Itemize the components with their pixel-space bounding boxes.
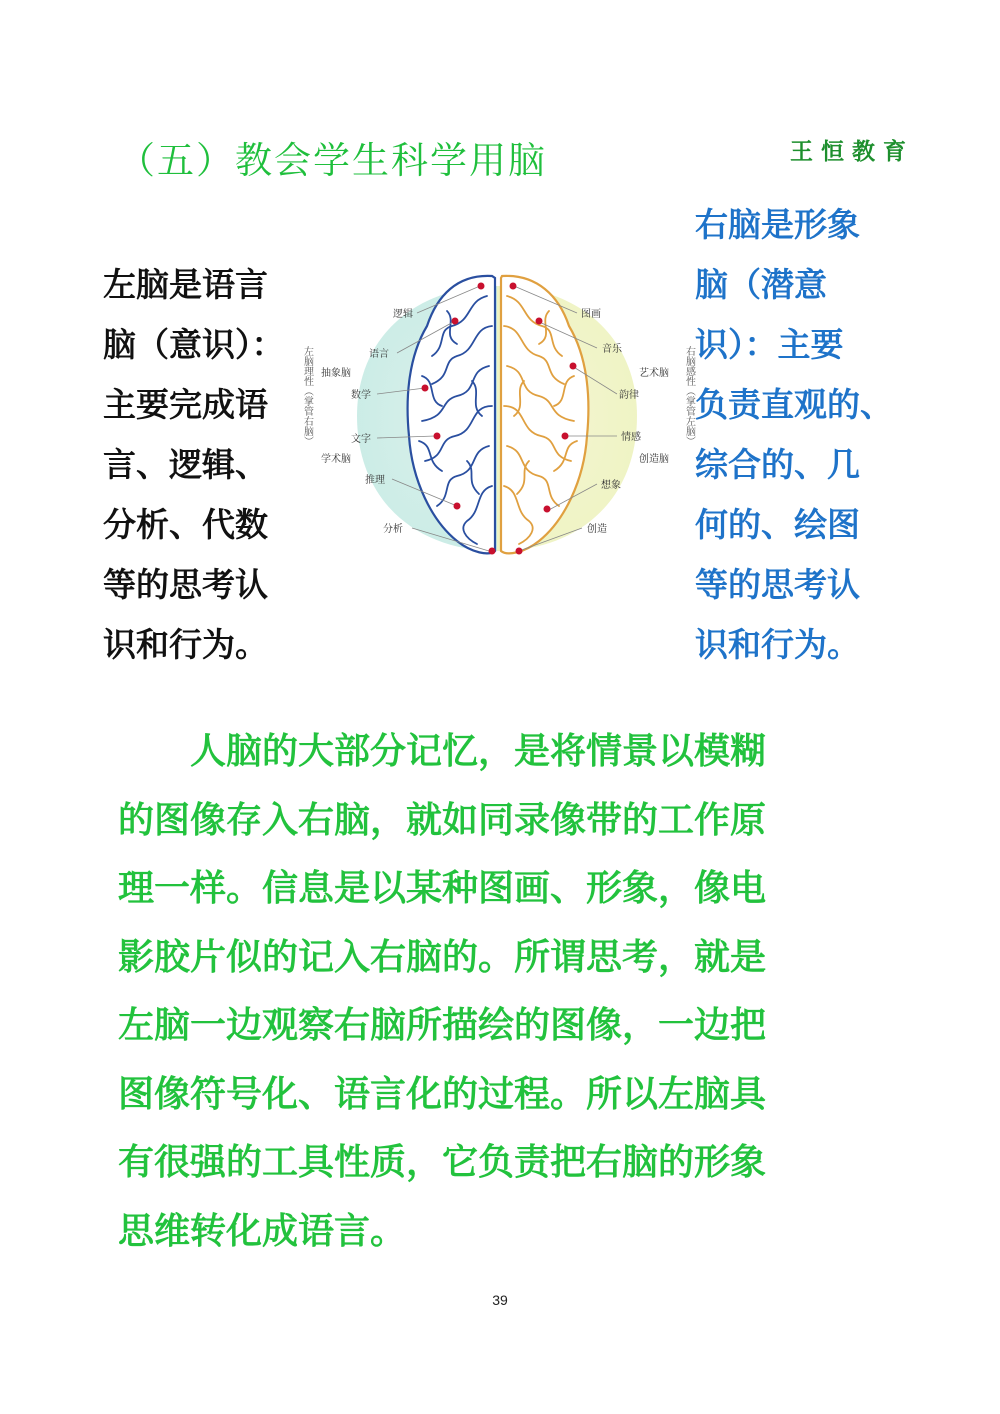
text-line: 言、逻辑、 bbox=[103, 445, 268, 484]
text-line: 识和行为。 bbox=[103, 625, 268, 664]
label-text: 文字 bbox=[351, 434, 371, 445]
label-abstract-brain: 抽象脑 bbox=[321, 368, 351, 379]
text-line: 识和行为。 bbox=[695, 625, 860, 664]
label-music: 音乐 bbox=[602, 344, 622, 355]
text-line: 主要完成语 bbox=[103, 385, 268, 424]
label-academic-brain: 学术脑 bbox=[321, 454, 351, 465]
label-creative-brain: 创造脑 bbox=[639, 454, 669, 465]
text-line: 等的思考认 bbox=[103, 565, 268, 604]
page-number: 39 bbox=[492, 1292, 508, 1308]
brain-diagram bbox=[297, 266, 697, 566]
label-rhythm: 韵律 bbox=[619, 390, 639, 401]
label-art-brain: 艺术脑 bbox=[639, 368, 669, 379]
paragraph-line: 图像符号化、语言化的过程。所以左脑具 bbox=[118, 1073, 767, 1115]
label-analysis: 分析 bbox=[383, 524, 403, 535]
paragraph-line: 影胶片似的记入右脑的。所谓思考，就是 bbox=[118, 936, 767, 978]
label-language: 语言 bbox=[369, 349, 389, 360]
text-line: 综合的、几 bbox=[695, 445, 860, 484]
label-logic: 逻辑 bbox=[393, 309, 413, 320]
text-line: 右脑是形象 bbox=[695, 205, 860, 244]
brand-logo-text: 王恒教育 bbox=[790, 138, 914, 165]
left-brain-description bbox=[103, 255, 303, 675]
text-line: 识）：主要 bbox=[695, 325, 844, 364]
text-line: 脑（潜意 bbox=[695, 265, 827, 304]
label-emotion: 情感 bbox=[621, 432, 641, 443]
label-reasoning: 推理 bbox=[365, 475, 385, 486]
right-brain-description bbox=[695, 195, 905, 675]
label-math: 数学 bbox=[351, 390, 371, 401]
paragraph-line: 思维转化成语言。 bbox=[118, 1210, 407, 1252]
paragraph-line: 有很强的工具性质，它负责把右脑的形象 bbox=[118, 1142, 767, 1183]
left-side-label: 左脑理性（掌管右脑） bbox=[301, 346, 313, 446]
text-line: 负责直观的、 bbox=[695, 385, 893, 424]
label-drawing: 图画 bbox=[581, 309, 601, 320]
label-creation: 创造 bbox=[587, 524, 607, 535]
text-line: 脑（意识）： bbox=[103, 325, 285, 364]
text-line: 分析、代数 bbox=[103, 505, 268, 544]
paragraph-line: 的图像存入右脑，就如同录像带的工作原 bbox=[118, 799, 767, 841]
paragraph-line: 左脑一边观察右脑所描绘的图像，一边把 bbox=[118, 1005, 767, 1046]
main-paragraph bbox=[118, 718, 908, 1266]
text-line: 左脑是语言 bbox=[103, 265, 268, 304]
page-title: （五）教会学生科学用脑 bbox=[118, 139, 547, 182]
label-imagination: 想象 bbox=[601, 480, 621, 491]
text-line: 等的思考认 bbox=[695, 565, 860, 604]
paragraph-line: 人脑的大部分记忆，是将情景以模糊 bbox=[118, 731, 767, 772]
text-line: 何的、绘图 bbox=[695, 505, 860, 544]
right-side-label: 右脑感性（掌管左脑） bbox=[683, 346, 695, 446]
paragraph-line: 理一样。信息是以某种图画、形象，像电 bbox=[118, 868, 767, 909]
